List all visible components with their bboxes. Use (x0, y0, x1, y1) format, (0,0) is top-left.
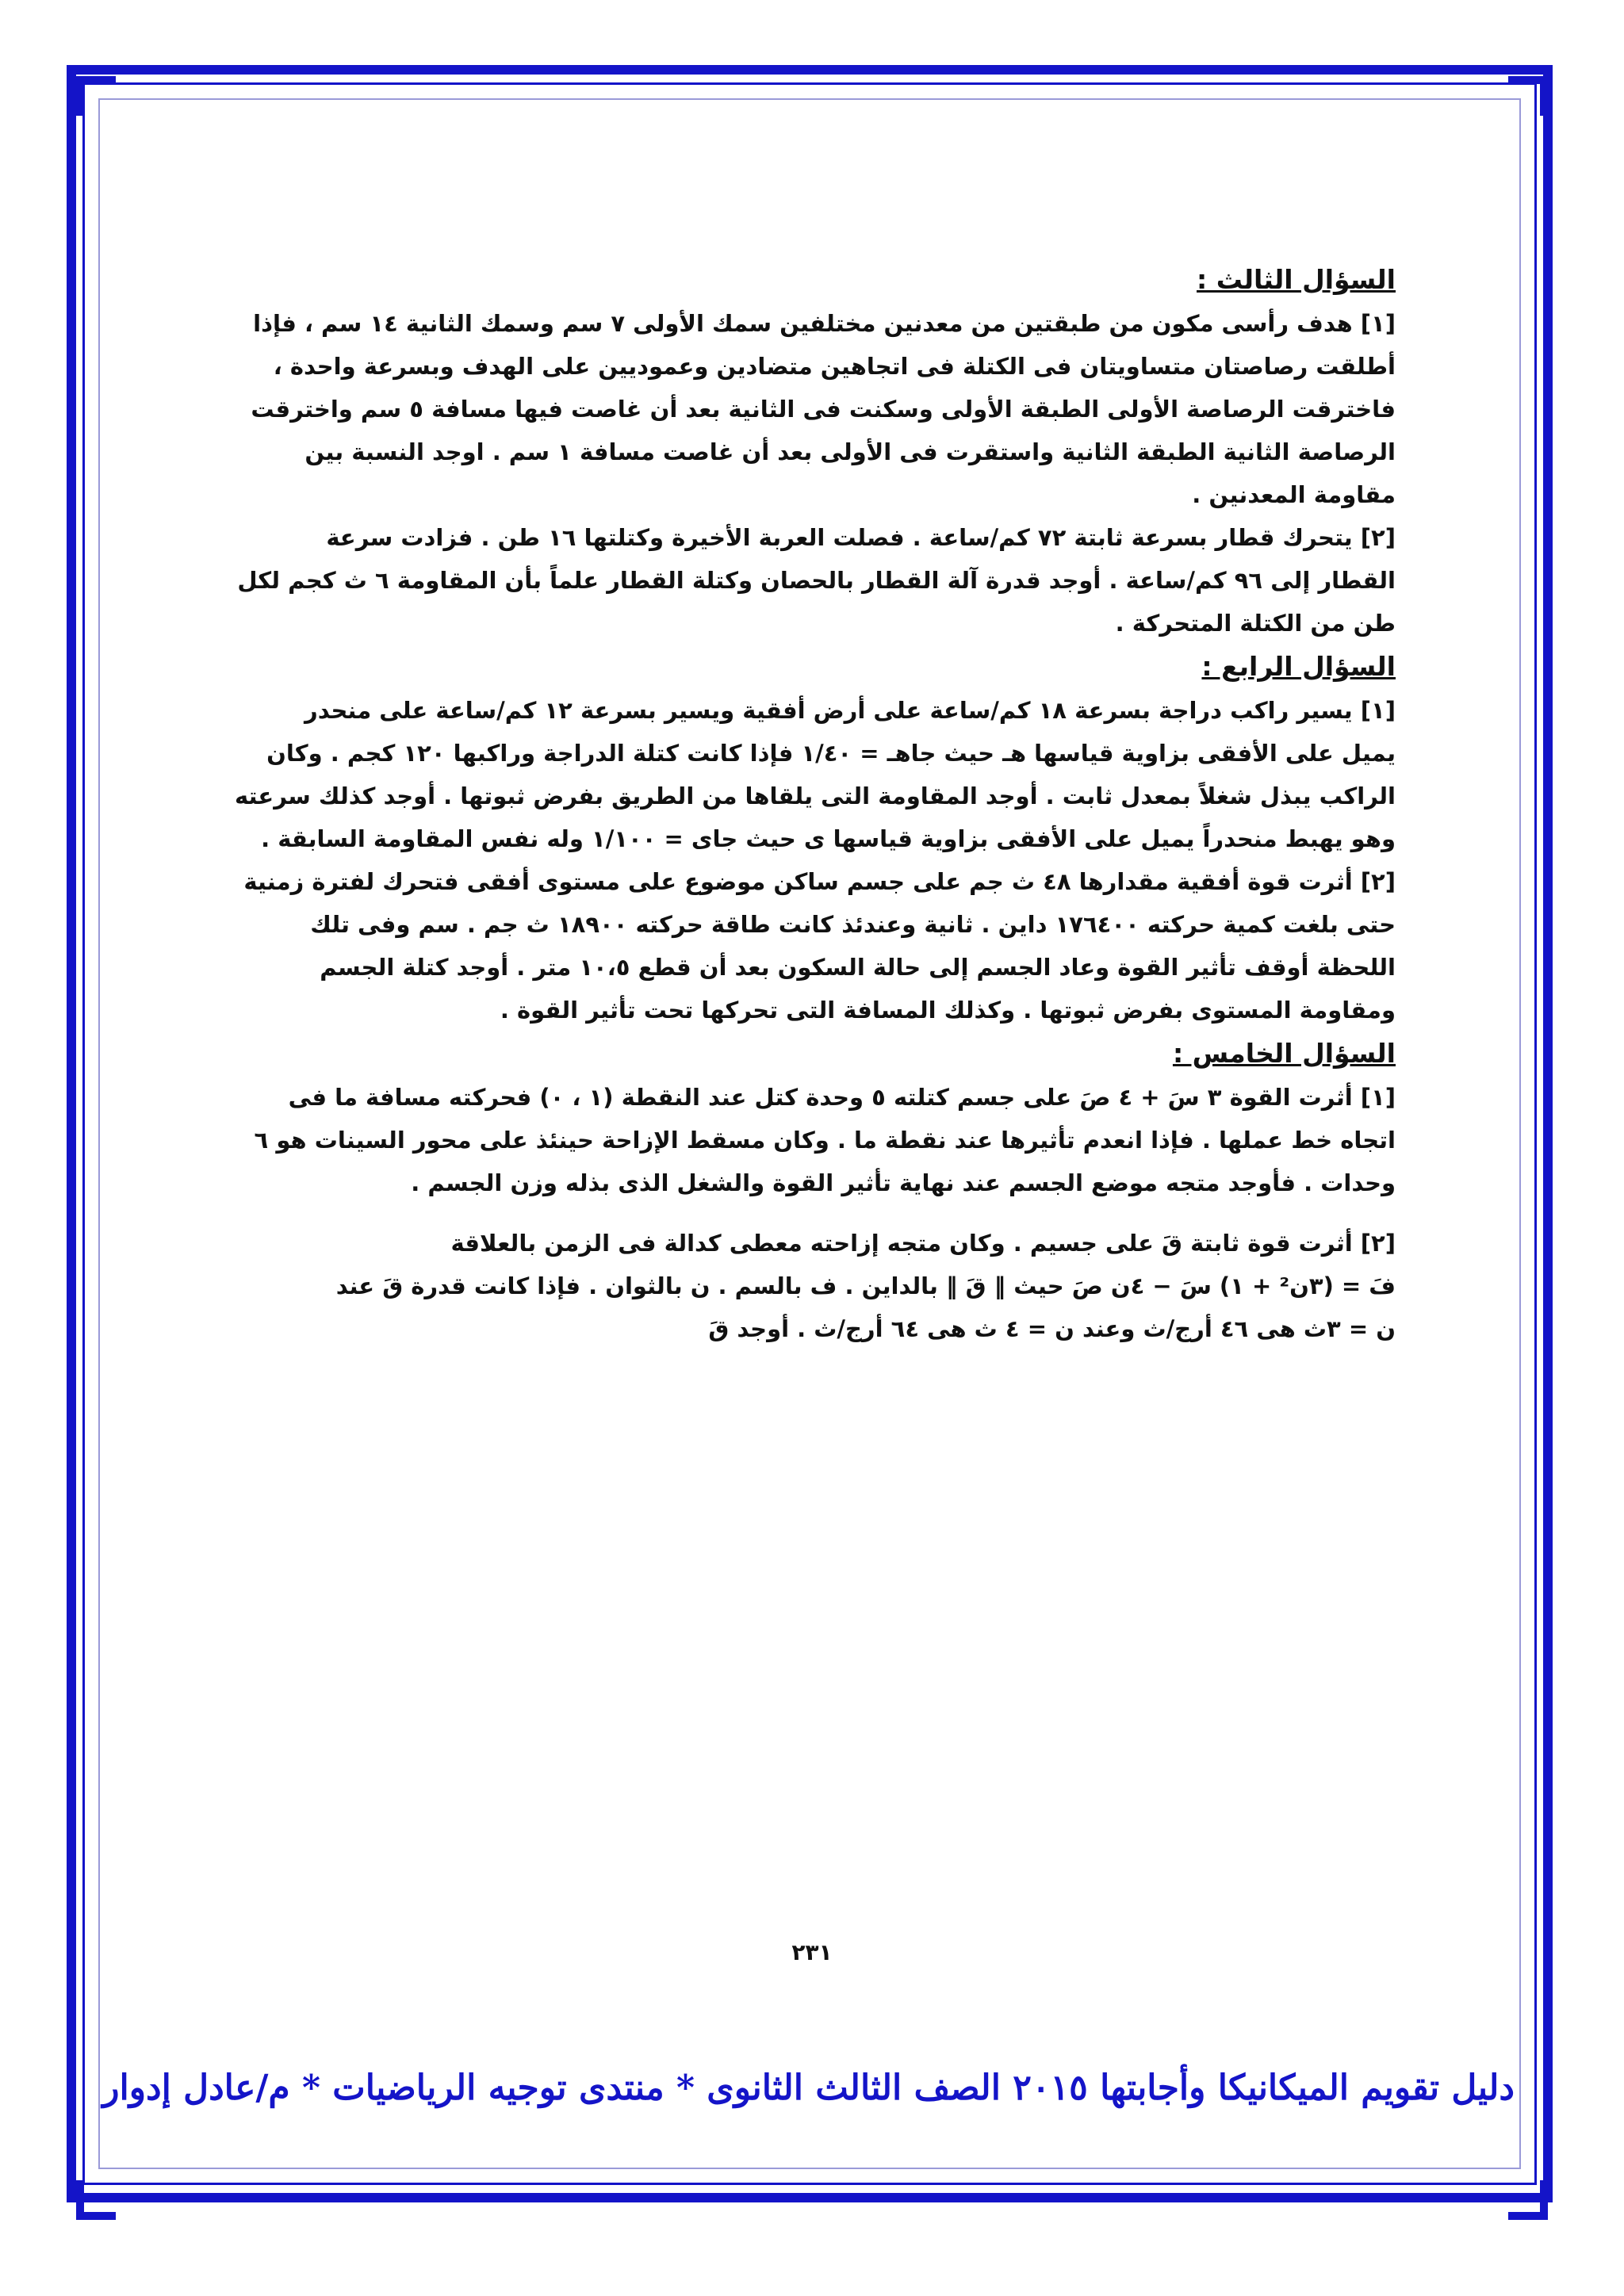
text-line: يميل على الأفقى بزاوية قياسها هـ حيث جاهـ = ١/٤٠ فإذا كانت كتلة الدراجة وراكبها ١٢٠ كجم . وكان (266, 740, 1396, 767)
section-question-3 (230, 258, 1396, 645)
question-item (230, 689, 1396, 860)
section-title: السؤال الثالث : (1197, 264, 1396, 295)
text-line: وحدات . فأوجد متجه موضع الجسم عند نهاية تأثير القوة والشغل الذى بذله وزن الجسم . (411, 1169, 1396, 1196)
text-line: [١] هدف رأسى مكون من طبقتين من معدنين مختلفين سمك الأولى ٧ سم وسمك الثانية ١٤ سم ، فإذا (253, 310, 1396, 337)
text-line: القطار إلى ٩٦ كم/ساعة . أوجد قدرة آلة القطار بالحصان وكتلة القطار علماً بأن المقاومة ٦ ث كجم لكل (237, 567, 1396, 594)
frame-corner-bottom-left (76, 2180, 116, 2220)
text-line: [٢] يتحرك قطار بسرعة ثابتة ٧٢ كم/ساعة . فصلت العربة الأخيرة وكتلتها ١٦ طن . فزادت سرعة (326, 524, 1396, 551)
text-line: وهو يهبط منحدراً يميل على الأفقى بزاوية قياسها ى حيث جاى = ١/١٠٠ وله نفس المقاومة السابقة . (261, 825, 1396, 852)
text-line: طن من الكتلة المتحركة . (1115, 610, 1396, 637)
footer-credit: دليل تقويم الميكانيكا وأجابتها ٢٠١٥ الصف الثالث الثانوى * منتدى توجيه الرياضيات * م/عادل إدوار (102, 2068, 1515, 2108)
text-line: اتجاه خط عملها . فإذا انعدم تأثيرها عند نقطة ما . وكان مسقط الإزاحة حينئذ على محور السينات هو ٦ (254, 1127, 1396, 1154)
document-body (230, 258, 1396, 1350)
question-item (230, 860, 1396, 1031)
page-number: ٢٣١ (791, 1939, 833, 1965)
text-line: مقاومة المعدنين . (1192, 481, 1396, 508)
question-item (230, 516, 1396, 645)
text-line: [١] أثرت القوة ٣ سَ + ٤ صَ على جسم كتلته ٥ وحدة كتل عند النقطة (١ ، ٠) فحركته مسافة ما فى (288, 1084, 1396, 1111)
frame-corner-top-right (1508, 76, 1548, 116)
text-line: ومقاومة المستوى بفرض ثبوتها . وكذلك المسافة التى تحركها تحت تأثير القوة . (500, 997, 1396, 1024)
text-line: فاخترقت الرصاصة الأولى الطبقة الأولى وسكنت فى الثانية بعد أن غاصت فيها مسافة ٥ سم واخترقت (251, 396, 1396, 423)
text-line: [٢] أثرت قوة ثابتة قَ على جسيم . وكان متجه إزاحته معطى كدالة فى الزمن بالعلاقة (450, 1230, 1396, 1257)
text-line: الراكب يبذل شغلاً بمعدل ثابت . أوجد المقاومة التى يلقاها من الطريق بفرض ثبوتها . أوجد كذلك سرعته (234, 783, 1396, 809)
text-line: اللحظة أوقف تأثير القوة وعاد الجسم إلى حالة السكون بعد أن قطع ١٠،٥ متر . أوجد كتلة الجسم (320, 954, 1396, 981)
text-line: [٢] أثرت قوة أفقية مقدارها ٤٨ ث جم على جسم ساكن موضوع على مستوى أفقى فتحرك لفترة زمنية (243, 868, 1396, 895)
frame-corner-top-left (76, 76, 116, 116)
section-question-5 (230, 1031, 1396, 1350)
section-title: السؤال الخامس : (1172, 1038, 1396, 1069)
question-item (230, 302, 1396, 516)
text-line: فَ = (٣ن² + ١) سَ − ٤ن صَ حيث ‖ قَ ‖ بالداين . ف بالسم . ن بالثوان . فإذا كانت قدرة قَ عند (335, 1272, 1396, 1299)
text-line: أطلقت رصاصتان متساويتان فى الكتلة فى اتجاهين متضادين وعموديين على الهدف وبسرعة واحدة ، (273, 353, 1396, 380)
text-line: حتى بلغت كمية حركته ١٧٦٤٠٠ داين . ثانية وعندئذ كانت طاقة حركته ١٨٩٠٠ ث جم . سم وفى تلك (310, 911, 1396, 938)
text-line: الرصاصة الثانية الطبقة الثانية واستقرت فى الأولى بعد أن غاصت مسافة ١ سم . اوجد النسبة بين (304, 438, 1396, 465)
paragraph-gap (230, 1204, 1396, 1222)
section-question-4 (230, 645, 1396, 1031)
text-line: ن = ٣ث هى ٤٦ أرج/ث وعند ن = ٤ ث هى ٦٤ أرج/ث . أوجد قَ (708, 1315, 1396, 1342)
text-line: [١] يسير راكب دراجة بسرعة ١٨ كم/ساعة على أرض أفقية ويسير بسرعة ١٢ كم/ساعة على منحدر (304, 697, 1396, 724)
question-item (230, 1076, 1396, 1204)
frame-corner-bottom-right (1508, 2180, 1548, 2220)
section-title: السؤال الرابع : (1201, 651, 1396, 682)
question-item (230, 1222, 1396, 1350)
